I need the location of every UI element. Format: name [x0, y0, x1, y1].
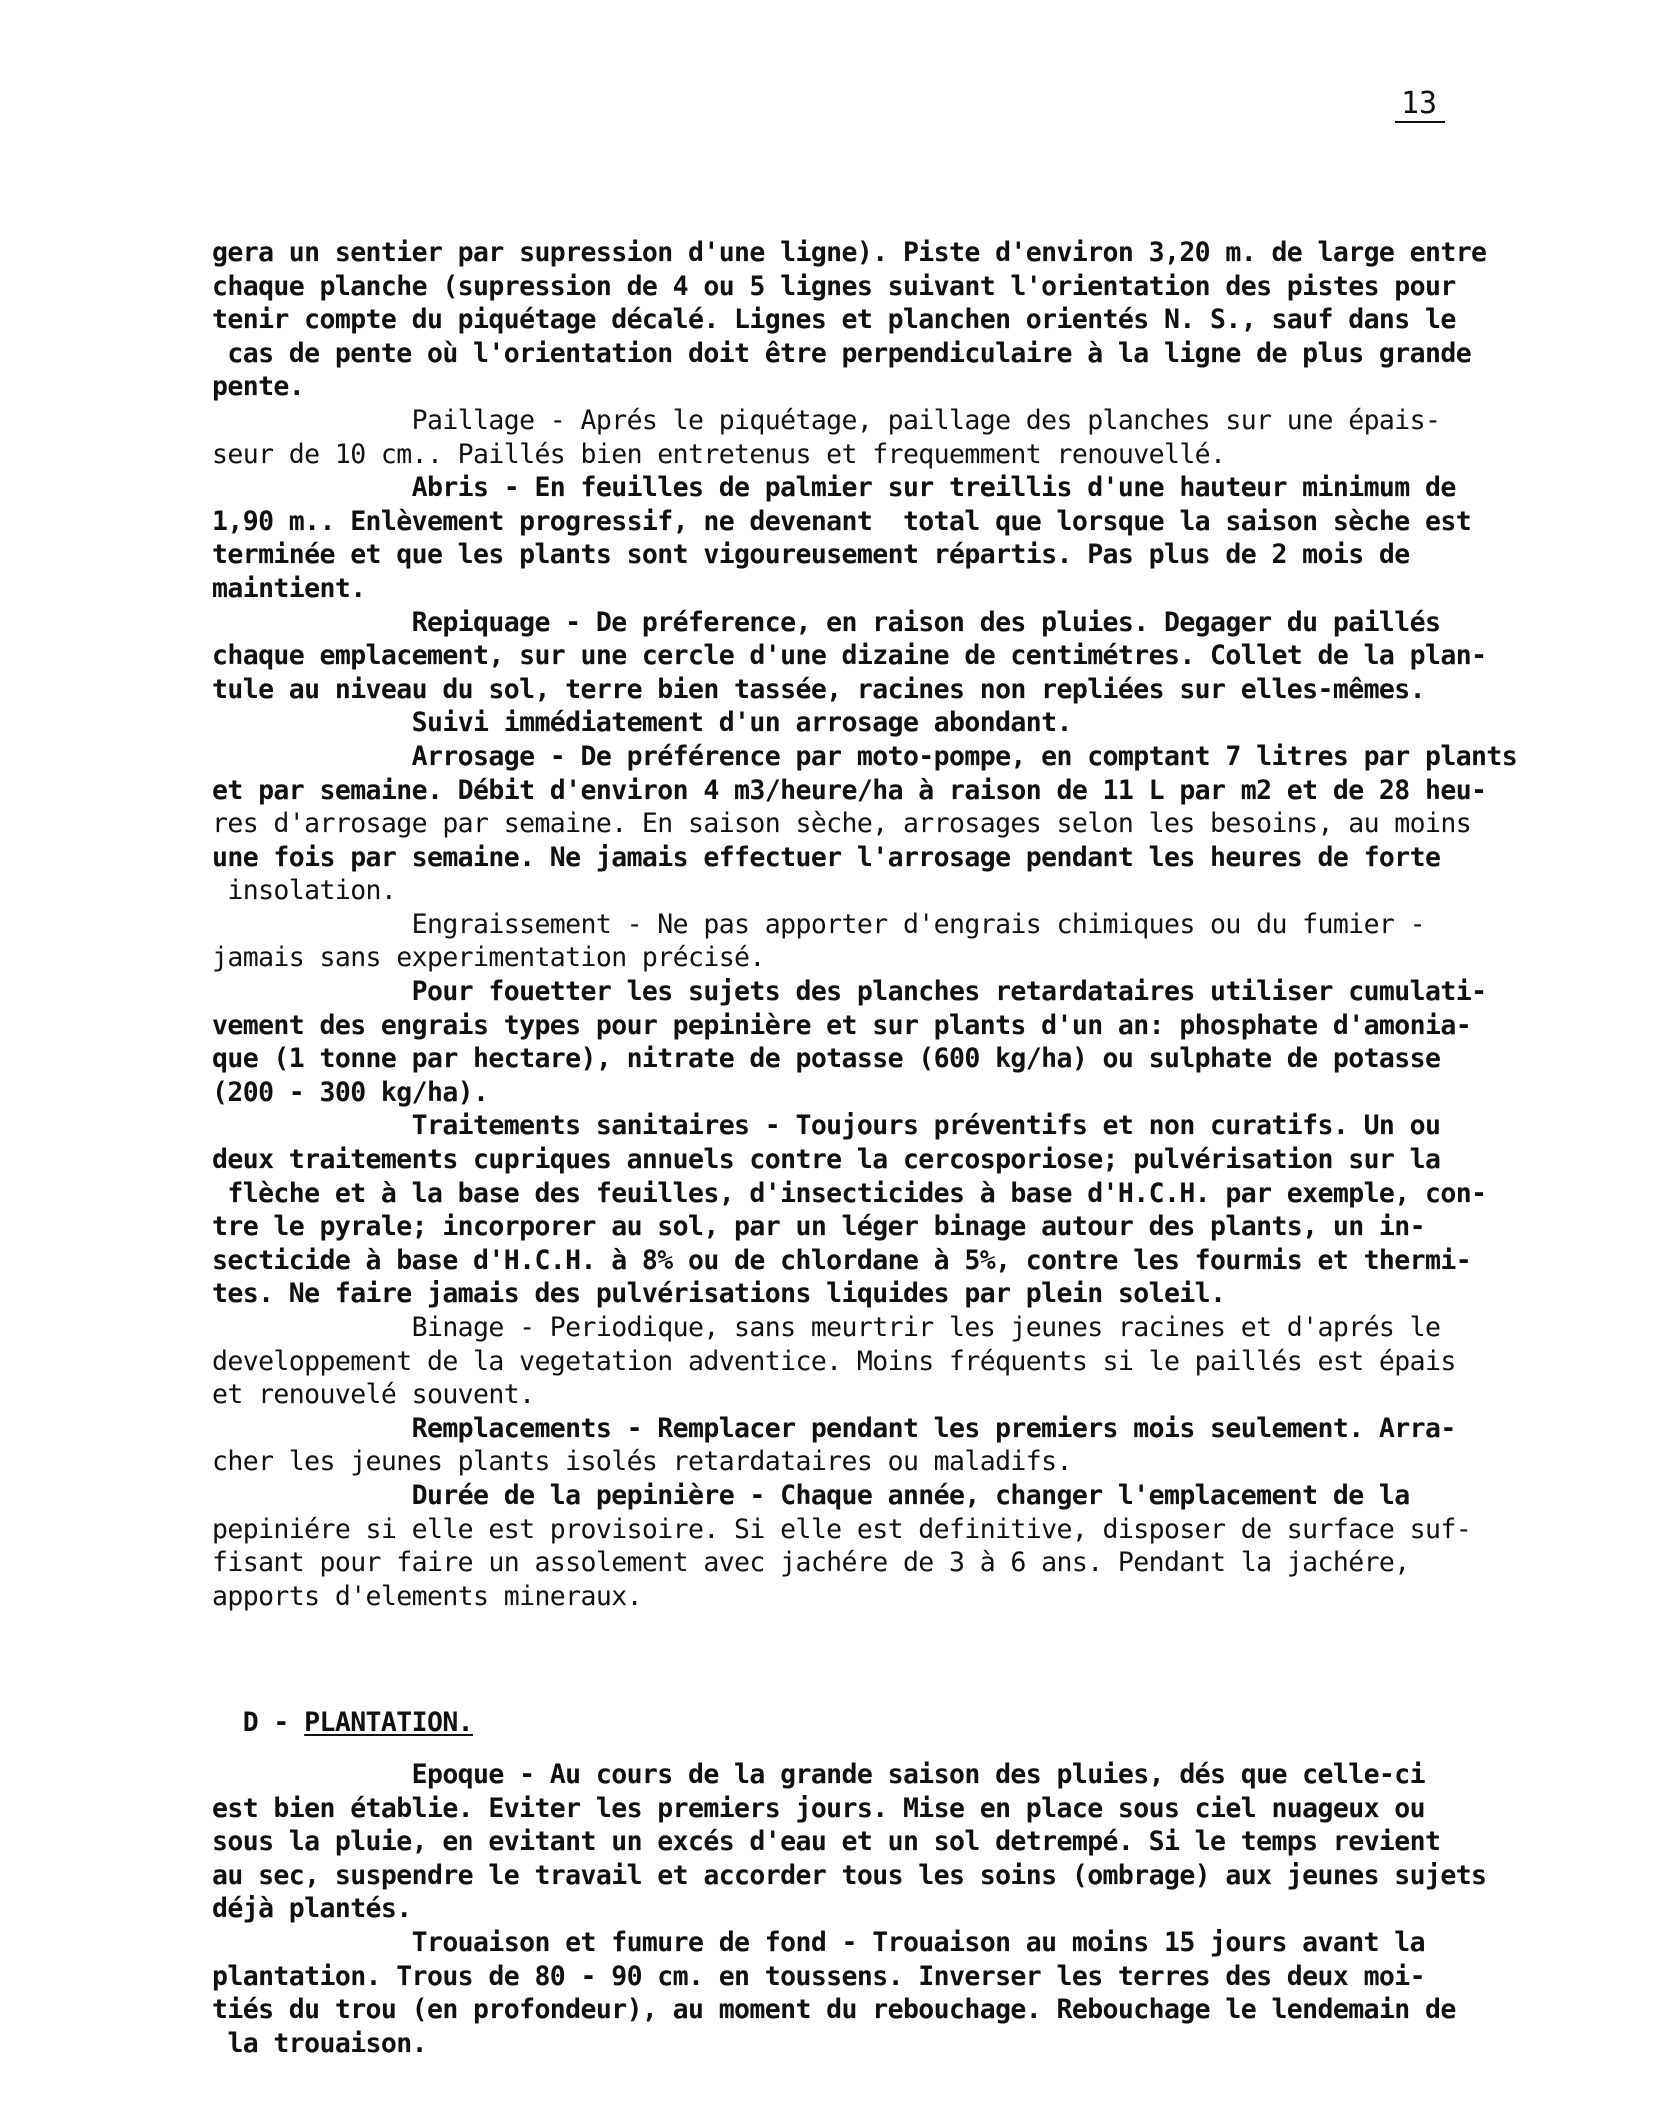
- body-line: pepiniére si elle est provisoire. Si elle est definitive, disposer de surface suf-: [212, 1513, 1472, 1545]
- plantation-line: plantation. Trous de 80 - 90 cm. en toussens. Inverser les terres des deux moi-: [212, 1960, 1425, 1992]
- body-line: seur de 10 cm.. Paillés bien entretenus et frequemment renouvellé.: [212, 438, 1226, 470]
- body-line: une fois par semaine. Ne jamais effectuer l'arrosage pendant les heures de forte: [212, 841, 1441, 873]
- body-line: chaque emplacement, sur une cercle d'une dizaine de centimétres. Collet de la plan-: [212, 640, 1487, 672]
- body-line: tre le pyrale; incorporer au sol, par un léger binage autour des plants, un in-: [212, 1211, 1425, 1243]
- body-line: tenir compte du piquétage décalé. Lignes et planchen orientés N. S., sauf dans le: [212, 304, 1456, 336]
- body-line: flèche et à la base des feuilles, d'insecticides à base d'H.C.H. par exemple, con-: [212, 1177, 1487, 1209]
- body-line: insolation.: [212, 875, 397, 907]
- nursery-body-text: [212, 236, 1552, 1613]
- body-line: fisant pour faire un assolement avec jachére de 3 à 6 ans. Pendant la jachére,: [212, 1547, 1410, 1579]
- plantation-line: est bien établie. Eviter les premiers jours. Mise en place sous ciel nuageux ou: [212, 1792, 1425, 1824]
- body-line: 1,90 m.. Enlèvement progressif, ne devenant total que lorsque la saison sèche est: [212, 505, 1472, 537]
- body-line: maintient.: [212, 572, 366, 604]
- body-line: terminée et que les plants sont vigoureusement répartis. Pas plus de 2 mois de: [212, 539, 1410, 571]
- plantation-body-text: [212, 1758, 1552, 2060]
- body-line: Pour fouetter les sujets des planches retardataires utiliser cumulati-: [212, 976, 1487, 1008]
- body-line: secticide à base d'H.C.H. à 8% ou de chlordane à 5%, contre les fourmis et thermi-: [212, 1244, 1472, 1276]
- section-heading-plantation: [212, 1672, 474, 1738]
- body-line: deux traitements cupriques annuels contre la cercosporiose; pulvérisation sur la: [212, 1144, 1441, 1176]
- plantation-line: Epoque - Au cours de la grande saison des pluies, dés que celle-ci: [212, 1759, 1425, 1790]
- body-line: vement des engrais types pour pepinière et sur plants d'un an: phosphate d'amonia-: [212, 1009, 1472, 1041]
- body-line: que (1 tonne par hectare), nitrate de potasse (600 kg/ha) ou sulphate de potasse: [212, 1043, 1441, 1075]
- plantation-line: déjà plantés.: [212, 1893, 412, 1925]
- plantation-line: Trouaison et fumure de fond - Trouaison au moins 15 jours avant la: [212, 1926, 1425, 1958]
- body-line: tule au niveau du sol, terre bien tassée, racines non repliées sur elles-mêmes.: [212, 673, 1425, 705]
- section-heading-title: PLANTATION.: [304, 1707, 474, 1738]
- body-line: Repiquage - De préference, en raison des pluies. Degager du paillés: [212, 606, 1441, 638]
- body-line: cher les jeunes plants isolés retardataires ou maladifs.: [212, 1446, 1072, 1478]
- body-line: cas de pente où l'orientation doit être perpendiculaire à la ligne de plus grande: [212, 337, 1472, 369]
- body-line: Suivi immédiatement d'un arrosage abondant.: [212, 707, 1072, 739]
- page-number: 13: [1395, 86, 1445, 123]
- body-line: Remplacements - Remplacer pendant les premiers mois seulement. Arra-: [212, 1412, 1456, 1444]
- body-line: Engraissement - Ne pas apporter d'engrais chimiques ou du fumier -: [212, 908, 1425, 940]
- plantation-line: la trouaison.: [212, 2027, 427, 2059]
- body-line: Abris - En feuilles de palmier sur treillis d'une hauteur minimum de: [212, 472, 1456, 504]
- plantation-line: tiés du trou (en profondeur), au moment du rebouchage. Rebouchage le lendemain de: [212, 1994, 1456, 2026]
- body-line: developpement de la vegetation adventice. Moins fréquents si le paillés est épais: [212, 1345, 1456, 1377]
- body-line: Arrosage - De préférence par moto-pompe, en comptant 7 litres par plants: [212, 740, 1518, 772]
- body-line: et par semaine. Débit d'environ 4 m3/heure/ha à raison de 11 L par m2 et de 28 heu-: [212, 774, 1487, 806]
- body-line: (200 - 300 kg/ha).: [212, 1076, 489, 1108]
- body-line: apports d'elements mineraux.: [212, 1580, 642, 1612]
- body-line: Traitements sanitaires - Toujours préventifs et non curatifs. Un ou: [212, 1110, 1441, 1142]
- body-line: Paillage - Aprés le piquétage, paillage des planches sur une épais-: [212, 404, 1441, 436]
- body-line: chaque planche (supression de 4 ou 5 lignes suivant l'orientation des pistes pour: [212, 270, 1456, 302]
- plantation-line: au sec, suspendre le travail et accorder tous les soins (ombrage) aux jeunes sujets: [212, 1859, 1487, 1891]
- body-line: Binage - Periodique, sans meurtrir les jeunes racines et d'aprés le: [212, 1312, 1441, 1343]
- body-line: jamais sans experimentation précisé.: [212, 942, 765, 974]
- section-heading-prefix: D -: [242, 1707, 305, 1738]
- body-line: tes. Ne faire jamais des pulvérisations liquides par plein soleil.: [212, 1278, 1226, 1310]
- body-line: et renouvelé souvent.: [212, 1379, 535, 1411]
- body-line: gera un sentier par supression d'une ligne). Piste d'environ 3,20 m. de large entre: [212, 237, 1487, 268]
- plantation-line: sous la pluie, en evitant un excés d'eau et un sol detrempé. Si le temps revient: [212, 1826, 1441, 1858]
- body-line: Durée de la pepinière - Chaque année, changer l'emplacement de la: [212, 1479, 1410, 1511]
- body-line: res d'arrosage par semaine. En saison sèche, arrosages selon les besoins, au moins: [212, 808, 1472, 840]
- body-line: pente.: [212, 371, 305, 403]
